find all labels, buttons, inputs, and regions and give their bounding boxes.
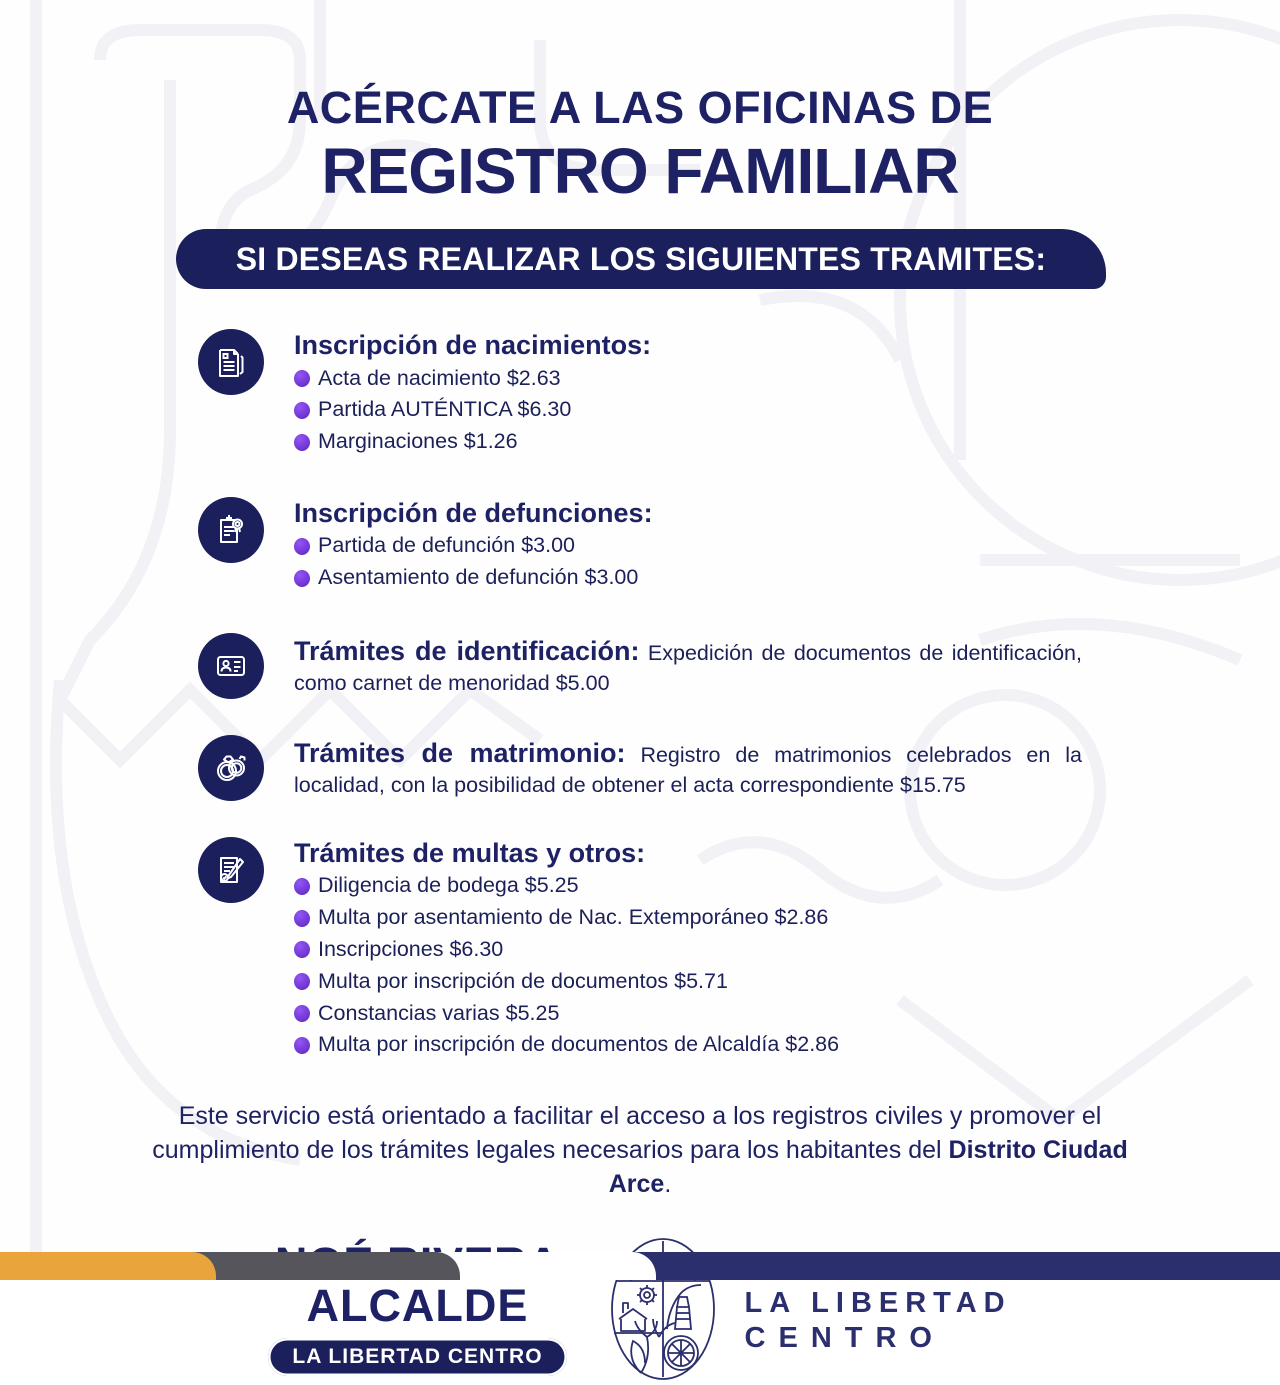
bullet-text: Diligencia de bodega $5.25: [318, 873, 579, 898]
list-item: [294, 1032, 1082, 1058]
list-item: [294, 905, 1082, 931]
municipality-line3: CENTRO: [744, 1322, 945, 1355]
poster-header: [0, 0, 1280, 208]
bullet-dot-icon: [294, 1037, 310, 1054]
bullet-dot-icon: [294, 973, 310, 990]
bullet-dot-icon: [294, 910, 310, 927]
mayor-role: ALCALDE: [306, 1280, 529, 1332]
list-item: [294, 937, 1082, 963]
stripe-gray: [180, 1252, 460, 1280]
bottom-stripe-bar: [0, 1252, 1280, 1280]
bullet-list: [294, 873, 1082, 1058]
bullet-list: [294, 533, 1082, 591]
list-item: [294, 366, 1082, 392]
section-body-text: Registro de matrimonios celebrados en la localidad, con la posibilidad de obtener el acta correspondiente $15.75: [294, 743, 1082, 798]
bullet-list: [294, 366, 1082, 455]
bullet-text: Acta de nacimiento $2.63: [318, 365, 561, 390]
list-item: [294, 1001, 1082, 1027]
bullet-text: Partida de defunción $3.00: [318, 533, 576, 558]
mayor-badge: LA LIBERTAD CENTRO: [268, 1338, 566, 1376]
section-heading: Inscripción de nacimientos:: [294, 330, 652, 361]
section-body-text: Expedición de documentos de identificación, como carnet de menoridad $5.00: [294, 641, 1082, 696]
tramites-banner: [176, 229, 1106, 289]
section-paragraph: [294, 735, 1082, 800]
bullet-text: Constancias varias $5.25: [318, 1000, 560, 1025]
id-card-icon: [198, 633, 264, 699]
list-item: [294, 969, 1082, 995]
bullet-text: Marginaciones $1.26: [318, 429, 518, 454]
services-list: [198, 329, 1082, 1064]
bullet-dot-icon: [294, 570, 310, 587]
stripe-navy: [580, 1252, 1280, 1280]
list-item: [294, 565, 1082, 591]
document-list-icon: [198, 329, 264, 395]
period: .: [664, 1169, 672, 1198]
section-heading: Trámites de multas y otros:: [294, 838, 646, 869]
section-matrimonio: [198, 735, 1082, 801]
bullet-dot-icon: [294, 941, 310, 958]
municipality-line2: LA LIBERTAD: [744, 1287, 1012, 1320]
section-heading: Inscripción de defunciones:: [294, 498, 653, 529]
list-item: [294, 533, 1082, 559]
section-paragraph: [294, 633, 1082, 698]
page-title: REGISTRO FAMILIAR: [321, 135, 959, 208]
section-heading: Trámites de matrimonio:: [294, 738, 626, 769]
bullet-dot-icon: [294, 402, 310, 419]
stripe-white: [430, 1252, 656, 1280]
bullet-dot-icon: [294, 1005, 310, 1022]
death-certificate-icon: [198, 497, 264, 563]
list-item: [294, 397, 1082, 423]
section-defunciones: [198, 497, 1082, 597]
stripe-orange: [0, 1252, 216, 1280]
bullet-text: Multa por inscripción de documentos $5.71: [318, 968, 728, 993]
title-subline: ACÉRCATE A LAS OFICINAS DE: [286, 82, 994, 133]
wedding-rings-icon: [198, 735, 264, 801]
signature-document-icon: [198, 837, 264, 903]
bullet-text: Asentamiento de defunción $3.00: [318, 565, 639, 590]
district-name: Distrito Ciudad Arce: [608, 1135, 1128, 1198]
bullet-text: Multa por inscripción de documentos de Alcaldía $2.86: [318, 1032, 840, 1057]
bullet-text: Inscripciones $6.30: [318, 937, 504, 961]
bullet-text: Partida AUTÉNTICA $6.30: [318, 397, 572, 422]
section-multas: [198, 837, 1082, 1064]
section-heading: Trámites de identificación:: [294, 636, 640, 667]
bullet-dot-icon: [294, 878, 310, 895]
section-nacimientos: [198, 329, 1082, 461]
bullet-dot-icon: [294, 538, 310, 555]
bullet-dot-icon: [294, 370, 310, 387]
banner-label: SI DESEAS REALIZAR LOS SIGUIENTES TRAMITES:: [235, 240, 1047, 277]
service-description-text: Este servicio está orientado a facilitar el acceso a los registros civiles y promover el cumplimiento de los trámites legales necesarios para los habitantes del: [152, 1102, 1102, 1164]
section-identificacion: [198, 633, 1082, 699]
service-description: [125, 1100, 1155, 1201]
bullet-text: Multa por asentamiento de Nac. Extemporáneo $2.86: [318, 905, 829, 930]
list-item: [294, 873, 1082, 899]
list-item: [294, 429, 1082, 455]
bullet-dot-icon: [294, 434, 310, 451]
